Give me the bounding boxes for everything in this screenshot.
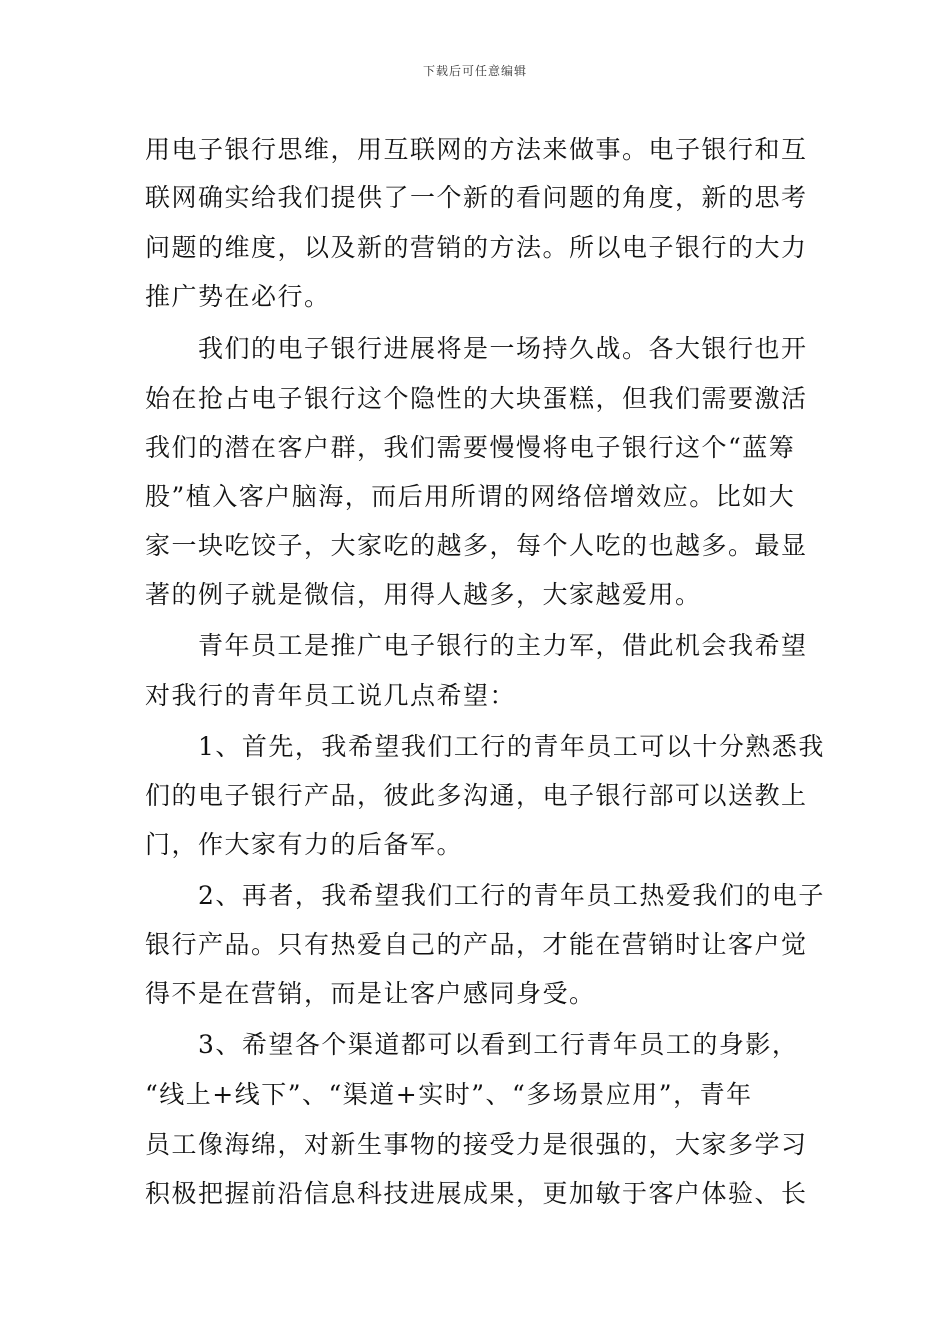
body-line: 家一块吃饺子，大家吃的越多，每个人吃的也越多。最显 — [145, 531, 808, 560]
body-line: “线上+线下”、“渠道+实时”、“多场景应用”，青年 — [145, 1080, 753, 1109]
body-line: 门，作大家有力的后备军。 — [145, 830, 464, 859]
body-line: 银行产品。只有热爱自己的产品，才能在营销时让客户觉 — [145, 930, 808, 959]
body-line: 问题的维度，以及新的营销的方法。所以电子银行的大力 — [145, 233, 808, 262]
body-line: 员工像海绵，对新生事物的接受力是很强的，大家多学习 — [145, 1130, 808, 1159]
body-line: 著的例子就是微信，用得人越多，大家越爱用。 — [145, 580, 702, 609]
body-line: 们的电子银行产品，彼此多沟通，电子银行部可以送教上 — [145, 781, 808, 810]
body-line: 始在抢占电子银行这个隐性的大块蛋糕，但我们需要激活 — [145, 384, 808, 413]
body-line: 我们的电子银行进展将是一场持久战。各大银行也开 — [145, 334, 808, 363]
body-line: 股”植入客户脑海，而后用所谓的网络倍增效应。比如大 — [145, 482, 796, 511]
header-note: 下载后可任意编辑 — [422, 64, 527, 78]
body-line: 推广势在必行。 — [145, 282, 331, 311]
body-line: 2、再者，我希望我们工行的青年员工热爱我们的电子 — [145, 881, 825, 910]
body-line: 用电子银行思维，用互联网的方法来做事。电子银行和互 — [145, 135, 808, 164]
body-line: 得不是在营销，而是让客户感同身受。 — [145, 979, 596, 1008]
body-line: 对我行的青年员工说几点希望： — [145, 681, 517, 710]
body-line: 积极把握前沿信息科技进展成果，更加敏于客户体验、长 — [145, 1179, 808, 1208]
body-line: 我们的潜在客户群，我们需要慢慢将电子银行这个“蓝筹 — [145, 433, 796, 462]
body-line: 联网确实给我们提供了一个新的看问题的角度，新的思考 — [145, 183, 808, 212]
body-line: 青年员工是推广电子银行的主力军，借此机会我希望 — [145, 631, 808, 660]
body-line: 3、希望各个渠道都可以看到工行青年员工的身影， — [145, 1030, 799, 1059]
body-line: 1、首先，我希望我们工行的青年员工可以十分熟悉我 — [145, 732, 825, 761]
